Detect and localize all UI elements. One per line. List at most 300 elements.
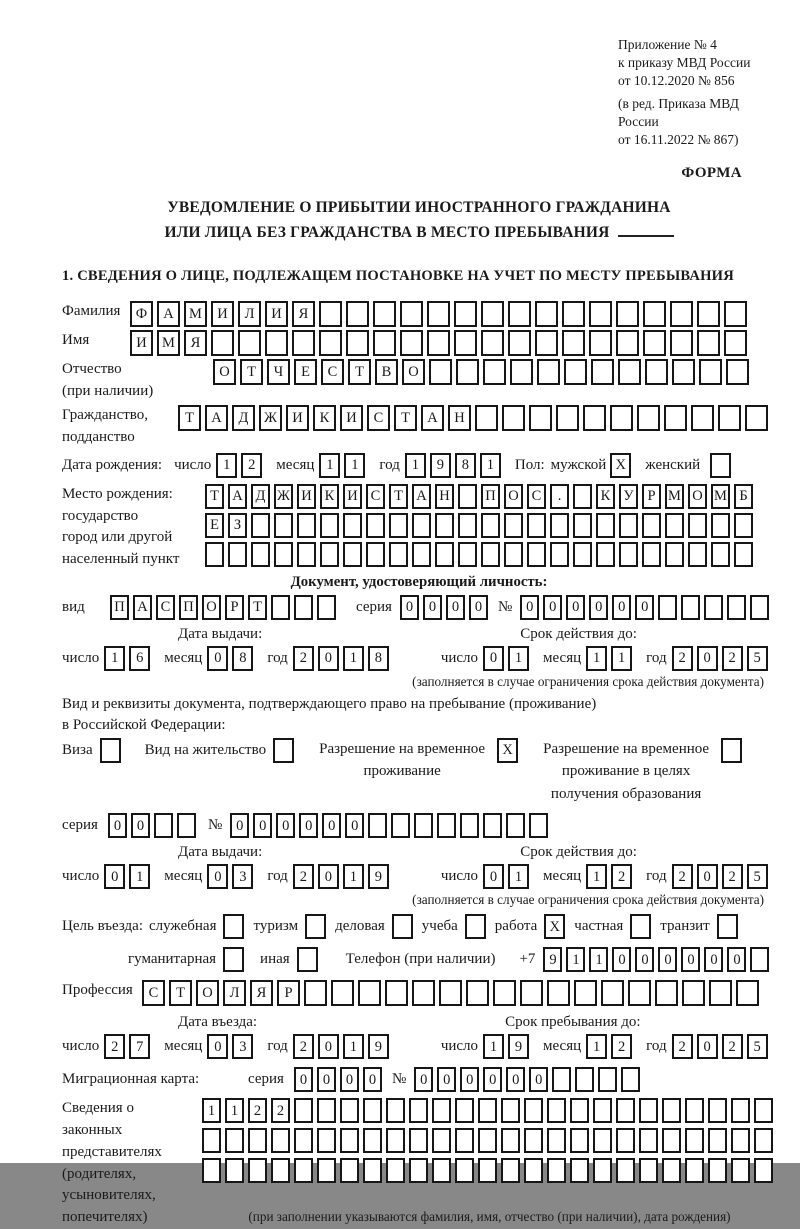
form-cell[interactable]: Я — [250, 980, 273, 1006]
form-cell[interactable] — [639, 1158, 658, 1183]
form-cell[interactable] — [340, 1128, 359, 1153]
form-cell[interactable] — [205, 542, 224, 567]
humanitarian-checkbox[interactable] — [223, 947, 244, 972]
form-cell[interactable]: 1 — [343, 864, 364, 889]
gender-male-checkbox[interactable]: X — [610, 453, 631, 478]
form-cell[interactable]: 1 — [589, 947, 608, 972]
form-cell[interactable]: 2 — [611, 864, 632, 889]
form-cell[interactable]: Т — [394, 405, 417, 431]
form-cell[interactable]: Ч — [267, 359, 290, 385]
form-cell[interactable] — [501, 1098, 520, 1123]
form-cell[interactable]: 1 — [343, 1034, 364, 1059]
form-cell[interactable] — [320, 513, 339, 538]
form-cell[interactable]: 0 — [520, 595, 539, 620]
form-cell[interactable] — [366, 542, 385, 567]
form-cell[interactable] — [691, 405, 714, 431]
form-cell[interactable]: Ж — [259, 405, 282, 431]
form-cell[interactable]: 0 — [483, 864, 504, 889]
form-cell[interactable] — [527, 542, 546, 567]
form-cell[interactable] — [688, 542, 707, 567]
form-cell[interactable] — [211, 330, 234, 356]
form-cell[interactable] — [435, 542, 454, 567]
form-cell[interactable]: И — [211, 301, 234, 327]
form-cell[interactable] — [754, 1128, 773, 1153]
form-cell[interactable]: О — [202, 595, 221, 620]
form-cell[interactable] — [481, 330, 504, 356]
form-cell[interactable]: Н — [448, 405, 471, 431]
form-cell[interactable]: Р — [642, 484, 661, 509]
form-cell[interactable]: Р — [277, 980, 300, 1006]
form-cell[interactable] — [724, 301, 747, 327]
form-cell[interactable]: И — [340, 405, 363, 431]
form-cell[interactable] — [670, 330, 693, 356]
form-cell[interactable] — [619, 513, 638, 538]
form-cell[interactable] — [724, 330, 747, 356]
form-cell[interactable]: 0 — [681, 947, 700, 972]
form-cell[interactable]: 0 — [104, 864, 125, 889]
form-cell[interactable] — [601, 980, 624, 1006]
form-cell[interactable]: 2 — [672, 864, 693, 889]
form-cell[interactable] — [225, 1128, 244, 1153]
form-cell[interactable] — [618, 359, 641, 385]
form-cell[interactable]: И — [297, 484, 316, 509]
form-cell[interactable] — [704, 595, 723, 620]
form-cell[interactable] — [547, 1158, 566, 1183]
form-cell[interactable] — [386, 1128, 405, 1153]
form-cell[interactable] — [665, 513, 684, 538]
form-cell[interactable]: Т — [248, 595, 267, 620]
form-cell[interactable] — [643, 301, 666, 327]
form-cell[interactable] — [589, 330, 612, 356]
form-cell[interactable] — [458, 484, 477, 509]
form-cell[interactable] — [726, 359, 749, 385]
form-cell[interactable]: 1 — [611, 646, 632, 671]
form-cell[interactable] — [501, 1128, 520, 1153]
form-cell[interactable] — [593, 1128, 612, 1153]
form-cell[interactable]: 0 — [566, 595, 585, 620]
form-cell[interactable]: 2 — [248, 1098, 267, 1123]
form-cell[interactable] — [665, 542, 684, 567]
form-cell[interactable] — [478, 1158, 497, 1183]
form-cell[interactable] — [593, 1158, 612, 1183]
form-cell[interactable] — [628, 980, 651, 1006]
form-cell[interactable]: 2 — [293, 864, 314, 889]
form-cell[interactable]: 0 — [727, 947, 746, 972]
form-cell[interactable] — [731, 1128, 750, 1153]
form-cell[interactable]: Т — [205, 484, 224, 509]
form-cell[interactable] — [317, 595, 336, 620]
form-cell[interactable] — [529, 405, 552, 431]
form-cell[interactable] — [251, 542, 270, 567]
form-cell[interactable] — [672, 359, 695, 385]
temp-permit-checkbox[interactable]: X — [497, 738, 518, 763]
form-cell[interactable] — [589, 301, 612, 327]
form-cell[interactable]: 0 — [322, 813, 341, 838]
form-cell[interactable] — [409, 1098, 428, 1123]
form-cell[interactable]: 2 — [611, 1034, 632, 1059]
form-cell[interactable]: С — [156, 595, 175, 620]
form-cell[interactable] — [292, 330, 315, 356]
form-cell[interactable] — [319, 301, 342, 327]
form-cell[interactable] — [427, 301, 450, 327]
form-cell[interactable] — [455, 1128, 474, 1153]
form-cell[interactable] — [754, 1158, 773, 1183]
work-checkbox[interactable]: X — [544, 914, 565, 939]
form-cell[interactable] — [529, 813, 548, 838]
form-cell[interactable]: 0 — [446, 595, 465, 620]
form-cell[interactable]: 1 — [202, 1098, 221, 1123]
form-cell[interactable] — [508, 301, 531, 327]
form-cell[interactable] — [731, 1098, 750, 1123]
form-cell[interactable] — [547, 1098, 566, 1123]
form-cell[interactable] — [575, 1067, 594, 1092]
form-cell[interactable]: 1 — [405, 453, 426, 478]
form-cell[interactable] — [391, 813, 410, 838]
form-cell[interactable]: 6 — [129, 646, 150, 671]
form-cell[interactable] — [524, 1128, 543, 1153]
form-cell[interactable] — [718, 405, 741, 431]
form-cell[interactable] — [556, 405, 579, 431]
form-cell[interactable]: 0 — [658, 947, 677, 972]
form-cell[interactable] — [508, 330, 531, 356]
form-cell[interactable]: 2 — [722, 1034, 743, 1059]
form-cell[interactable] — [389, 542, 408, 567]
form-cell[interactable] — [708, 1158, 727, 1183]
form-cell[interactable] — [458, 542, 477, 567]
form-cell[interactable] — [475, 405, 498, 431]
form-cell[interactable]: 0 — [276, 813, 295, 838]
form-cell[interactable]: 0 — [400, 595, 419, 620]
form-cell[interactable] — [658, 595, 677, 620]
form-cell[interactable] — [610, 405, 633, 431]
form-cell[interactable] — [483, 813, 502, 838]
form-cell[interactable] — [596, 513, 615, 538]
form-cell[interactable]: 2 — [271, 1098, 290, 1123]
form-cell[interactable]: . — [550, 484, 569, 509]
form-cell[interactable]: 3 — [232, 864, 253, 889]
residence-permit-checkbox[interactable] — [273, 738, 294, 763]
form-cell[interactable] — [570, 1158, 589, 1183]
form-cell[interactable]: 0 — [543, 595, 562, 620]
form-cell[interactable] — [225, 1158, 244, 1183]
form-cell[interactable] — [643, 330, 666, 356]
form-cell[interactable]: 1 — [566, 947, 585, 972]
study-checkbox[interactable] — [465, 914, 486, 939]
form-cell[interactable] — [317, 1158, 336, 1183]
form-cell[interactable] — [400, 301, 423, 327]
form-cell[interactable] — [274, 542, 293, 567]
form-cell[interactable] — [297, 513, 316, 538]
form-cell[interactable] — [681, 595, 700, 620]
form-cell[interactable]: И — [130, 330, 153, 356]
form-cell[interactable]: Т — [240, 359, 263, 385]
form-cell[interactable] — [697, 301, 720, 327]
form-cell[interactable]: О — [196, 980, 219, 1006]
form-cell[interactable] — [731, 1158, 750, 1183]
form-cell[interactable]: 0 — [612, 947, 631, 972]
form-cell[interactable]: 0 — [460, 1067, 479, 1092]
form-cell[interactable] — [358, 980, 381, 1006]
form-cell[interactable]: 2 — [293, 1034, 314, 1059]
form-cell[interactable] — [154, 813, 173, 838]
form-cell[interactable]: 0 — [635, 595, 654, 620]
form-cell[interactable] — [506, 813, 525, 838]
form-cell[interactable]: З — [228, 513, 247, 538]
form-cell[interactable]: 2 — [722, 864, 743, 889]
form-cell[interactable] — [481, 301, 504, 327]
form-cell[interactable]: С — [321, 359, 344, 385]
form-cell[interactable]: 0 — [363, 1067, 382, 1092]
form-cell[interactable]: У — [619, 484, 638, 509]
form-cell[interactable] — [386, 1098, 405, 1123]
form-cell[interactable] — [460, 813, 479, 838]
form-cell[interactable] — [435, 513, 454, 538]
form-cell[interactable]: Р — [225, 595, 244, 620]
form-cell[interactable] — [466, 980, 489, 1006]
form-cell[interactable] — [427, 330, 450, 356]
form-cell[interactable]: 0 — [529, 1067, 548, 1092]
transit-checkbox[interactable] — [717, 914, 738, 939]
form-cell[interactable] — [709, 980, 732, 1006]
form-cell[interactable] — [596, 542, 615, 567]
form-cell[interactable]: 1 — [343, 646, 364, 671]
form-cell[interactable]: 1 — [216, 453, 237, 478]
form-cell[interactable] — [271, 1128, 290, 1153]
form-cell[interactable] — [750, 595, 769, 620]
form-cell[interactable] — [228, 542, 247, 567]
form-cell[interactable] — [535, 301, 558, 327]
form-cell[interactable]: Л — [238, 301, 261, 327]
form-cell[interactable] — [734, 513, 753, 538]
form-cell[interactable] — [616, 330, 639, 356]
form-cell[interactable] — [294, 1128, 313, 1153]
form-cell[interactable] — [535, 330, 558, 356]
form-cell[interactable] — [366, 513, 385, 538]
form-cell[interactable] — [670, 301, 693, 327]
form-cell[interactable]: 0 — [506, 1067, 525, 1092]
form-cell[interactable] — [570, 1128, 589, 1153]
form-cell[interactable] — [202, 1128, 221, 1153]
form-cell[interactable]: 0 — [345, 813, 364, 838]
form-cell[interactable]: 0 — [437, 1067, 456, 1092]
form-cell[interactable] — [711, 513, 730, 538]
form-cell[interactable] — [502, 405, 525, 431]
form-cell[interactable] — [708, 1098, 727, 1123]
form-cell[interactable]: 0 — [108, 813, 127, 838]
form-cell[interactable]: 0 — [483, 1067, 502, 1092]
form-cell[interactable] — [662, 1098, 681, 1123]
form-cell[interactable]: 0 — [697, 864, 718, 889]
other-checkbox[interactable] — [297, 947, 318, 972]
form-cell[interactable]: О — [504, 484, 523, 509]
form-cell[interactable]: 0 — [423, 595, 442, 620]
form-cell[interactable] — [616, 301, 639, 327]
form-cell[interactable]: Я — [292, 301, 315, 327]
form-cell[interactable] — [645, 359, 668, 385]
form-cell[interactable]: 1 — [344, 453, 365, 478]
form-cell[interactable]: 5 — [747, 1034, 768, 1059]
form-cell[interactable]: 2 — [293, 646, 314, 671]
form-cell[interactable]: Т — [348, 359, 371, 385]
form-cell[interactable] — [734, 542, 753, 567]
form-cell[interactable]: А — [228, 484, 247, 509]
form-cell[interactable] — [550, 513, 569, 538]
form-cell[interactable] — [655, 980, 678, 1006]
form-cell[interactable]: 1 — [104, 646, 125, 671]
form-cell[interactable]: С — [367, 405, 390, 431]
form-cell[interactable]: 5 — [747, 864, 768, 889]
form-cell[interactable]: 0 — [207, 1034, 228, 1059]
form-cell[interactable] — [616, 1098, 635, 1123]
form-cell[interactable]: 8 — [232, 646, 253, 671]
form-cell[interactable]: К — [313, 405, 336, 431]
form-cell[interactable]: Е — [294, 359, 317, 385]
form-cell[interactable]: 1 — [586, 864, 607, 889]
form-cell[interactable] — [483, 359, 506, 385]
form-cell[interactable]: 8 — [455, 453, 476, 478]
form-cell[interactable] — [294, 595, 313, 620]
form-cell[interactable]: 3 — [232, 1034, 253, 1059]
form-cell[interactable]: 0 — [230, 813, 249, 838]
form-cell[interactable] — [368, 813, 387, 838]
form-cell[interactable]: 0 — [294, 1067, 313, 1092]
form-cell[interactable] — [343, 513, 362, 538]
form-cell[interactable] — [248, 1158, 267, 1183]
form-cell[interactable] — [616, 1158, 635, 1183]
form-cell[interactable]: Е — [205, 513, 224, 538]
form-cell[interactable] — [320, 542, 339, 567]
official-checkbox[interactable] — [223, 914, 244, 939]
form-cell[interactable]: 1 — [225, 1098, 244, 1123]
form-cell[interactable] — [385, 980, 408, 1006]
form-cell[interactable] — [547, 1128, 566, 1153]
form-cell[interactable] — [593, 1098, 612, 1123]
form-cell[interactable]: 0 — [317, 1067, 336, 1092]
form-cell[interactable] — [373, 301, 396, 327]
form-cell[interactable] — [750, 947, 769, 972]
form-cell[interactable] — [501, 1158, 520, 1183]
form-cell[interactable]: 1 — [319, 453, 340, 478]
form-cell[interactable]: 1 — [129, 864, 150, 889]
form-cell[interactable] — [562, 330, 585, 356]
form-cell[interactable]: 0 — [414, 1067, 433, 1092]
form-cell[interactable]: 2 — [241, 453, 262, 478]
form-cell[interactable] — [573, 484, 592, 509]
form-cell[interactable] — [524, 1098, 543, 1123]
form-cell[interactable] — [202, 1158, 221, 1183]
form-cell[interactable] — [274, 513, 293, 538]
form-cell[interactable] — [547, 980, 570, 1006]
form-cell[interactable] — [662, 1158, 681, 1183]
form-cell[interactable]: 0 — [253, 813, 272, 838]
form-cell[interactable]: С — [142, 980, 165, 1006]
form-cell[interactable]: П — [179, 595, 198, 620]
form-cell[interactable] — [510, 359, 533, 385]
form-cell[interactable] — [343, 542, 362, 567]
form-cell[interactable] — [363, 1158, 382, 1183]
form-cell[interactable] — [294, 1098, 313, 1123]
form-cell[interactable] — [412, 980, 435, 1006]
form-cell[interactable]: О — [688, 484, 707, 509]
form-cell[interactable] — [736, 980, 759, 1006]
form-cell[interactable]: Д — [251, 484, 270, 509]
form-cell[interactable] — [412, 542, 431, 567]
form-cell[interactable]: К — [320, 484, 339, 509]
form-cell[interactable]: Л — [223, 980, 246, 1006]
form-cell[interactable] — [400, 330, 423, 356]
form-cell[interactable] — [177, 813, 196, 838]
form-cell[interactable] — [550, 542, 569, 567]
form-cell[interactable]: 0 — [612, 595, 631, 620]
form-cell[interactable]: А — [205, 405, 228, 431]
form-cell[interactable]: К — [596, 484, 615, 509]
form-cell[interactable]: О — [402, 359, 425, 385]
form-cell[interactable] — [504, 542, 523, 567]
form-cell[interactable] — [458, 513, 477, 538]
form-cell[interactable]: О — [213, 359, 236, 385]
form-cell[interactable] — [697, 330, 720, 356]
form-cell[interactable] — [340, 1098, 359, 1123]
form-cell[interactable] — [409, 1158, 428, 1183]
form-cell[interactable]: 0 — [469, 595, 488, 620]
form-cell[interactable] — [621, 1067, 640, 1092]
form-cell[interactable] — [317, 1128, 336, 1153]
form-cell[interactable] — [573, 513, 592, 538]
form-cell[interactable]: 1 — [508, 864, 529, 889]
form-cell[interactable] — [685, 1098, 704, 1123]
form-cell[interactable]: А — [157, 301, 180, 327]
form-cell[interactable] — [294, 1158, 313, 1183]
form-cell[interactable] — [389, 513, 408, 538]
form-cell[interactable]: М — [711, 484, 730, 509]
form-cell[interactable] — [537, 359, 560, 385]
form-cell[interactable] — [564, 359, 587, 385]
form-cell[interactable] — [685, 1158, 704, 1183]
form-cell[interactable] — [346, 330, 369, 356]
form-cell[interactable] — [688, 513, 707, 538]
form-cell[interactable] — [574, 980, 597, 1006]
form-cell[interactable]: 2 — [672, 646, 693, 671]
form-cell[interactable]: 9 — [430, 453, 451, 478]
form-cell[interactable] — [520, 980, 543, 1006]
form-cell[interactable]: 0 — [697, 646, 718, 671]
form-cell[interactable] — [454, 301, 477, 327]
form-cell[interactable]: 0 — [340, 1067, 359, 1092]
form-cell[interactable] — [265, 330, 288, 356]
form-cell[interactable]: 1 — [508, 646, 529, 671]
form-cell[interactable] — [432, 1098, 451, 1123]
form-cell[interactable]: 2 — [722, 646, 743, 671]
form-cell[interactable] — [386, 1158, 405, 1183]
form-cell[interactable]: 0 — [318, 864, 339, 889]
form-cell[interactable] — [527, 513, 546, 538]
form-cell[interactable] — [664, 405, 687, 431]
form-cell[interactable] — [639, 1098, 658, 1123]
form-cell[interactable]: П — [110, 595, 129, 620]
form-cell[interactable] — [271, 595, 290, 620]
form-cell[interactable]: 0 — [131, 813, 150, 838]
form-cell[interactable] — [346, 301, 369, 327]
form-cell[interactable] — [504, 513, 523, 538]
form-cell[interactable] — [429, 359, 452, 385]
form-cell[interactable] — [616, 1128, 635, 1153]
form-cell[interactable] — [317, 1098, 336, 1123]
form-cell[interactable]: 8 — [368, 646, 389, 671]
form-cell[interactable]: 1 — [586, 1034, 607, 1059]
form-cell[interactable] — [570, 1098, 589, 1123]
form-cell[interactable] — [455, 1158, 474, 1183]
form-cell[interactable]: И — [286, 405, 309, 431]
